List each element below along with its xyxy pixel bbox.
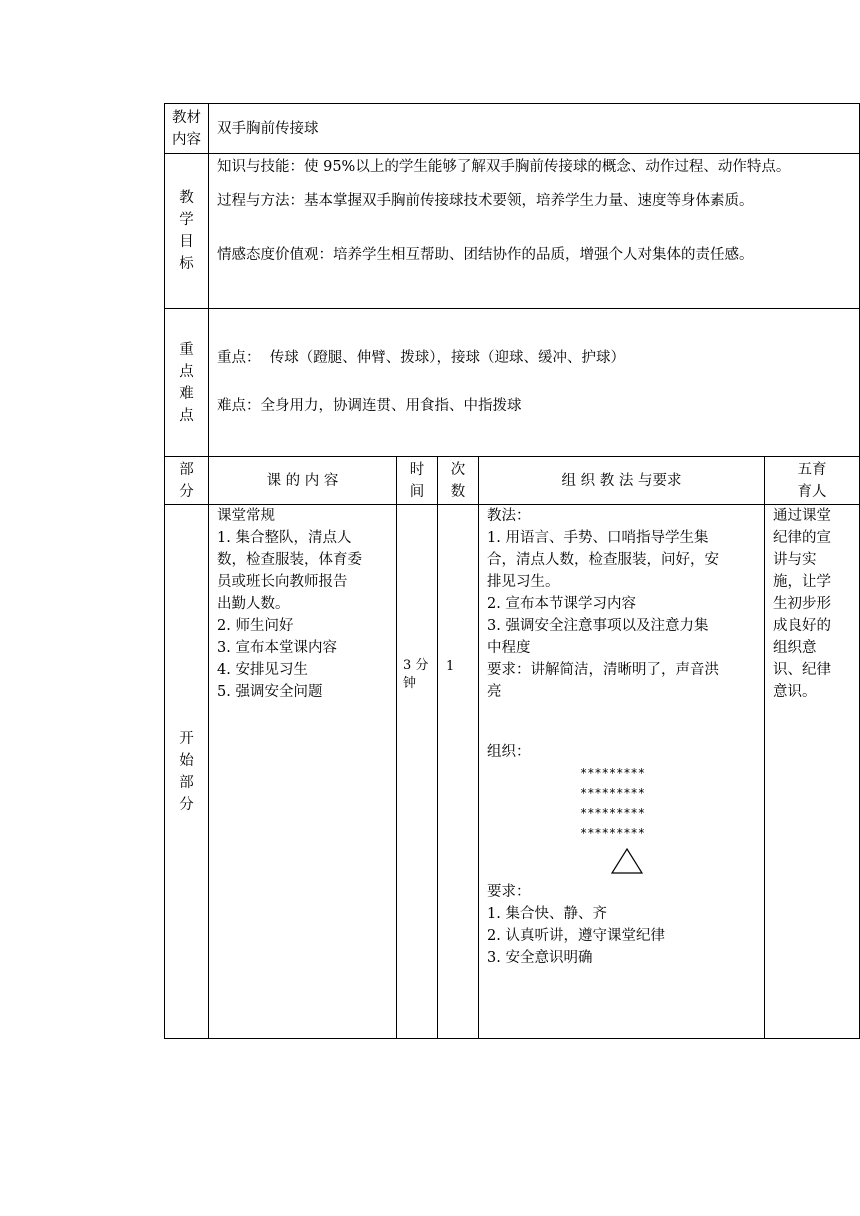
header-time: 时 间 [397,457,438,505]
material-value: 双手胸前传接球 [209,104,860,154]
section-header-row [165,457,860,505]
header-education: 五育 育人 [765,457,860,505]
start-education: 通过课堂 纪律的宣 讲与实 施，让学 生初步形 成良好的 组织意 识、纪律 意识。 [765,505,860,1039]
student-row: ********* [579,806,646,820]
start-count: 1 [438,505,479,1039]
header-count: 次 数 [438,457,479,505]
key-points-row [165,309,860,457]
objective-process: 过程与方法：基本掌握双手胸前传接球技术要领，培养学生力量、速度等身体素质。 [217,193,754,209]
header-part: 部 分 [165,457,209,505]
start-section-row [165,505,860,1039]
objectives-label: 教 学 目 标 [165,154,209,309]
objective-knowledge: 知识与技能：使 95%以上的学生能够了解双手胸前传接球的概念、动作过程、动作特点。 [217,159,791,175]
objectives-row [165,154,860,309]
header-method: 组 织 教 法 与要求 [479,457,765,505]
objectives-content [209,154,860,309]
triangle-icon [610,847,644,875]
header-content: 课 的 内 容 [209,457,397,505]
student-row: ********* [579,786,646,800]
objective-emotion: 情感态度价值观：培养学生相互帮助、团结协作的品质，增强个人对集体的责任感。 [217,247,754,263]
lesson-plan-table [164,103,860,1039]
material-label: 教材 内容 [165,104,209,154]
start-part-label: 开 始 部 分 [165,505,209,1039]
difficulty-point: 难点：全身用力，协调连贯、用食指、中指拨球 [217,398,522,414]
student-row: ********* [579,766,646,780]
start-method: 教法： 1. 用语言、手势、口哨指导学生集 合，清点人数，检查服装，问好，安 排见习生。 2. 宣布本节课学习内容 3. 强调安全注意事项以及注意力集 中程度 要求：讲解简洁，清晰明了，声音洪 亮 组织： ********* ********* ********* ********* 要求： 1. 集合快、静、齐 2. 认真听讲，遵守课堂纪律 3. 安全意识明确 [479,505,765,1039]
start-content: 课堂常规 1. 集合整队，清点人 数，检查服装，体育委 员或班长向教师报告 出勤人数。 2. 师生问好 3. 宣布本堂课内容 4. 安排见习生 5. 强调安全问题 [209,505,397,1039]
formation-diagram [487,763,758,875]
key-point: 重点： 传球（蹬腿、伸臂、拨球），接球（迎球、缓冲、护球） [217,350,625,366]
start-time: 3 分 钟 [397,505,438,1039]
student-row: ********* [579,826,646,840]
key-points-content [209,309,860,457]
key-points-label: 重 点 难 点 [165,309,209,457]
material-row [165,104,860,154]
